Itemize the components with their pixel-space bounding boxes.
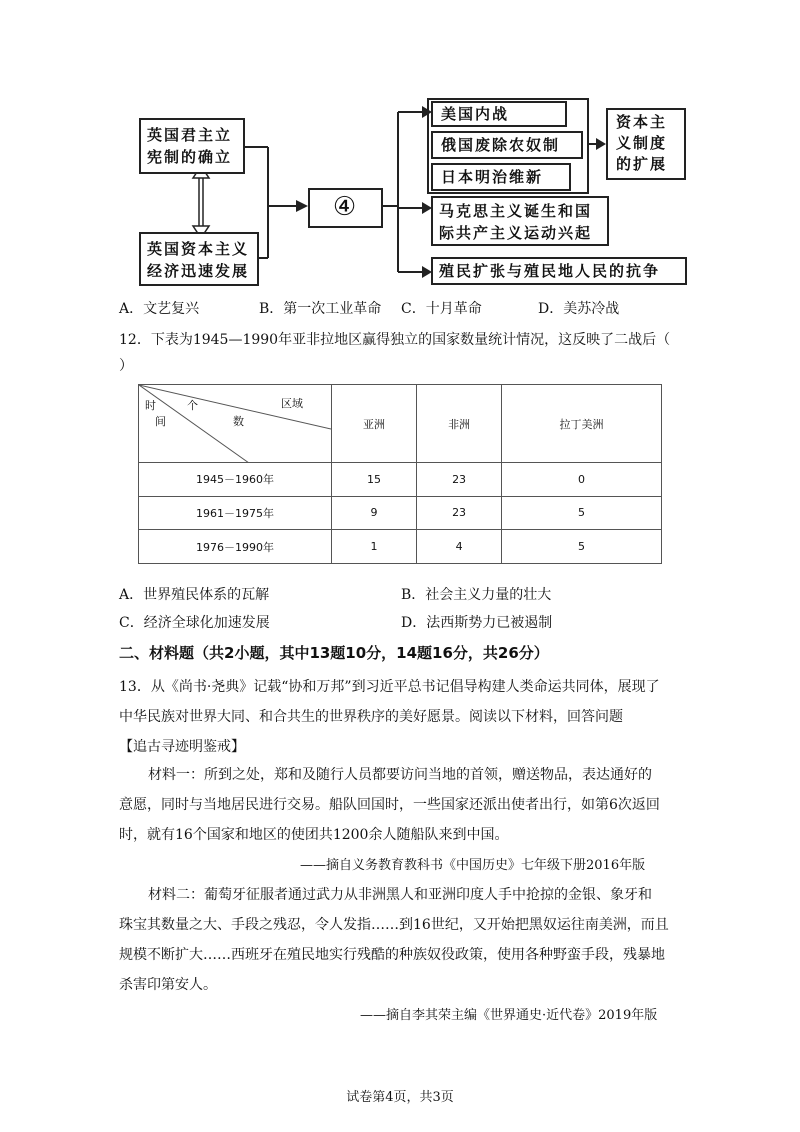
q11-option-d: D．美苏冷战 <box>538 301 620 317</box>
q12-option-d: D．法西斯势力已被遏制 <box>401 615 553 631</box>
q13-stem-line1: 13．从《尚书·尧典》记载“协和万邦”到习近平总书记倡导构建人类命运共同体，展现了 <box>119 679 660 695</box>
cell-value: 23 <box>417 496 502 530</box>
q12-option-c: C．经济全球化加速发展 <box>119 615 270 631</box>
corner-count-label-2: 数 <box>233 415 244 428</box>
row-period: 1945－1960年 <box>139 463 332 497</box>
page-footer: 试卷第4页，共3页 <box>346 1090 454 1105</box>
table-row <box>139 463 662 497</box>
material-2-line2: 珠宝其数量之大、手段之残忍，令人发指……到16世纪，又开始把黑奴运往南美洲，而且 <box>119 917 669 933</box>
row-period: 1976－1990年 <box>139 530 332 564</box>
cell-value: 9 <box>332 496 417 530</box>
cell-value: 23 <box>417 463 502 497</box>
table-row <box>139 530 662 564</box>
material-1-line3: 时，就有16个国家和地区的使团共1200余人随船队来到中国。 <box>119 827 509 843</box>
corner-region-label: 区域 <box>281 397 303 410</box>
cell-value: 1 <box>332 530 417 564</box>
q11-option-b: B．第一次工业革命 <box>259 301 382 317</box>
q12-option-b: B．社会主义力量的壮大 <box>401 587 552 603</box>
corner-time-label: 时 <box>145 399 156 412</box>
diagram-box-capitalist-economy: 英国资本主义 经济迅速发展 <box>139 232 259 286</box>
diagram-box-us-civil-war: 美国内战 <box>431 101 567 127</box>
column-header-asia: 亚洲 <box>332 385 417 463</box>
table-row <box>139 496 662 530</box>
column-header-latin-america: 拉丁美洲 <box>502 385 662 463</box>
cell-value: 5 <box>502 530 662 564</box>
table-corner-header <box>139 385 332 463</box>
diagram-box-blank-4: ④ <box>308 188 383 228</box>
corner-count-label: 个 <box>187 399 198 412</box>
material-2-line3: 规模不断扩大……西班牙在殖民地实行残酷的种族奴役政策，使用各种野蛮手段，残暴地 <box>119 947 665 963</box>
diagram-box-meiji-restoration: 日本明治维新 <box>431 163 571 191</box>
material-2-line4: 杀害印第安人。 <box>119 977 217 993</box>
q12-option-a: A．世界殖民体系的瓦解 <box>119 587 270 603</box>
material-1-source: ——摘自义务教育教科书《中国历史》七年级下册2016年版 <box>300 858 646 873</box>
q11-option-c: C．十月革命 <box>401 301 482 317</box>
cell-value: 15 <box>332 463 417 497</box>
diagram-box-constitutional-monarchy: 英国君主立 宪制的确立 <box>139 118 245 174</box>
q11-option-a: A．文艺复兴 <box>119 301 200 317</box>
material-1-line2: 意愿，同时与当地居民进行交易。船队回国时，一些国家还派出使者出行，如第6次返回 <box>119 797 660 813</box>
diagram-box-capitalism-expansion: 资本主 义制度 的扩展 <box>606 108 686 180</box>
cell-value: 5 <box>502 496 662 530</box>
q12-stem: 12．下表为1945—1990年亚非拉地区赢得独立的国家数量统计情况，这反映了二战后（ <box>119 332 671 348</box>
corner-time-label-2: 间 <box>155 415 166 428</box>
independence-stats-table <box>138 384 662 564</box>
cell-value: 4 <box>417 530 502 564</box>
section-2-title: 二、材料题（共2小题，其中13题10分，14题16分，共26分） <box>119 644 549 662</box>
column-header-africa: 非洲 <box>417 385 502 463</box>
material-2-line1: 材料二：葡萄牙征服者通过武力从非洲黑人和亚洲印度人手中抢掠的金银、象牙和 <box>148 887 652 903</box>
q13-heading: 【追古寻迹明鉴戒】 <box>119 739 245 755</box>
diagram-box-marxism: 马克思主义诞生和国 际共产主义运动兴起 <box>431 196 609 246</box>
material-2-source: ——摘自李其荣主编《世界通史·近代卷》2019年版 <box>360 1008 658 1023</box>
q13-stem-line2: 中华民族对世界大同、和合共生的世界秩序的美好愿景。阅读以下材料，回答问题 <box>119 709 623 725</box>
diagram-box-colonial-expansion: 殖民扩张与殖民地人民的抗争 <box>431 257 687 285</box>
row-period: 1961－1975年 <box>139 496 332 530</box>
cell-value: 0 <box>502 463 662 497</box>
diagram-box-russia-serfdom: 俄国废除农奴制 <box>431 131 583 159</box>
material-1-line1: 材料一：所到之处，郑和及随行人员都要访问当地的首领，赠送物品，表达通好的 <box>148 767 652 783</box>
q12-stem-cont: ） <box>119 358 133 374</box>
